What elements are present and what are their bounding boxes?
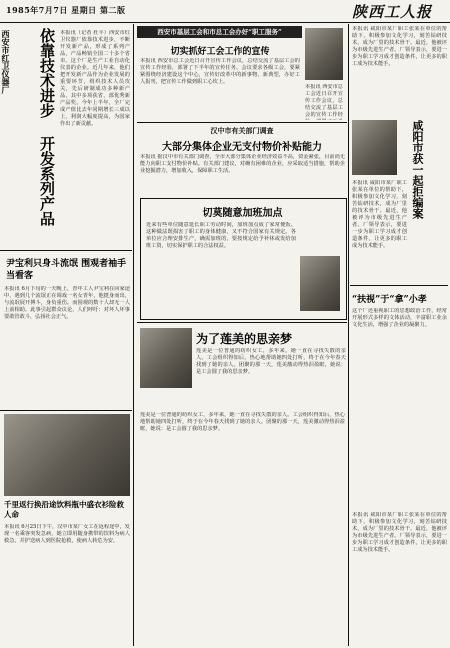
divider xyxy=(137,122,347,123)
mid-series: 汉中市有关部门调查 xyxy=(210,126,274,135)
right-body-bottom: 本报讯 咸阳市某厂职工张某在单位的帮助下，积极参加文化学习，刻苦钻研技术，成为厂里的技术骨干。最近，他被评为市级先进生产者。厂领导表示，要进一步为职工学习成才创造条件，让更多的职工成为技术能手。 xyxy=(352,512,447,553)
divider xyxy=(350,285,448,286)
mid-feature2-title: 为了莲美的思亲梦 xyxy=(196,332,293,346)
left-lower-body: 本报讯 6月下旬的一天晚上，青年工人尹宝利在回家途中，遇到几个流氓正在调戏一名女青年，他挺身而出，与流氓展开搏斗，身负重伤。而围观的数十人却无一人上前相助。此事引起群众议论，人们呼吁：对坏人坏事要敢管敢斗，弘扬社会正气。 xyxy=(4,286,130,320)
right-body-top: 本报讯 咸阳市某厂职工张某在单位的帮助下，积极参加文化学习，刻苦钻研技术，成为厂里的技术骨干。最近，他被评为市级先进生产者。厂领导表示，要进一步为职工学习成才创造条件，让更多的职工成为技术能手。 xyxy=(352,26,447,67)
right-body2: 这个厂还重视职工的思想政治工作，经常开展形式多样的文体活动，丰富职工业余文化生活，增强了企业的凝聚力。 xyxy=(352,308,447,328)
left-lower-body2: 本报讯 6月25日下午，汉中市某厂女工在返程途中，发现一名乘客突发急病，她立即用随身携带的饮料为病人救急，并护送病人到医院抢救，使病人转危为安。 xyxy=(4,524,130,544)
opinion-body: 近来有些单位随意延长职工劳动时间，加班加点成了家常便饭。这种做法既损害了职工的身体健康，又不符合国家有关规定。各单位应合理安排生产，确需加班的，要按规定给予补休或发给加班工资，切实保护职工的合法权益。 xyxy=(146,222,296,249)
divider xyxy=(137,322,347,323)
masthead-date: 1985年7月7日 星期日 第二版 xyxy=(6,5,126,15)
left-body: 本报讯（记者 杜平）西安市红卫仪器厂依靠技术进步，不断开发新产品，形成了系列产品，产品畅销全国二十多个省市。这个厂是生产工业自动化仪表的企业。近几年来，他们把开发新产品作为企业发展的重要环节，组织技术人员攻关，先后研制成功多种新产品，其中多项获省、部优秀新产品奖。今年上半年，全厂完成产值比去年同期增长三成以上，利润大幅度提高，为国家作出了新贡献。 xyxy=(60,30,130,127)
mid-feature-body-cont: 本报讯 西安市总工会近日召开宣传工作会议，总结交流了基层工会的宣传工作经 xyxy=(305,84,343,118)
mid-feature-body: 本报讯 西安市总工会近日召开宣传工作会议，总结交流了基层工会的宣传工作经验，部署了下半年的宣传任务。会议要求各级工会，要紧紧围绕经济建设这个中心，宣传好改革中的新事物、新典型，办好工人报刊，把宣传工作做到职工心坎上。 xyxy=(140,58,300,85)
divider xyxy=(0,250,132,251)
column-rule xyxy=(348,24,349,646)
right-headline: 咸阳市获一起拒编案 xyxy=(411,120,424,219)
left-headline: 依靠技术进步 开发系列产品 xyxy=(38,28,56,226)
feature-illustration xyxy=(140,328,192,388)
opinion-title: 切莫随意加班加点 xyxy=(202,208,283,219)
mid-headline2-body: 本报讯 据汉中市有关部门调查，全市大部分集体企业经济效益不高，资金紧张，目前尚无能力向职工支付物价补贴。有关部门建议，对确有困难的企业，应采取适当措施，帮助企业挖掘潜力，增加收入，保障职工生活。 xyxy=(140,154,345,174)
mid-feature2-body-cont: 莲美是一位普通的纺织女工，多年来，她一直在寻找失散的亲人。工会组织得知后，热心地帮助她四处打听，终于在今年春天找到了她的亲人。团聚的那一天，莲美激动得热泪盈眶，她说：是工会圆了我的思亲梦。 xyxy=(140,412,345,432)
portrait-photo xyxy=(305,28,343,80)
right-photo xyxy=(352,120,397,175)
left-kicker: 西安市红卫仪器厂 xyxy=(1,30,11,94)
mid-feature-title: 切实抓好工会工作的宣传 xyxy=(170,47,270,57)
mid-headline2: 大部分集体企业无支付物价补贴能力 xyxy=(162,142,322,153)
divider xyxy=(0,410,132,411)
left-lower-headline2: 千里返行换沿途饮料瓶中盛衣衫险救人命 xyxy=(4,500,124,519)
opinion-illustration xyxy=(300,256,340,311)
mid-banner: 西安市基层工会和市总工会办好“职工服务” xyxy=(137,26,302,38)
masthead-title: 陕西工人报 xyxy=(352,3,433,21)
news-photo xyxy=(4,414,130,496)
left-lower-headline: 尹宝利只身斗流氓 围观者袖手当看客 xyxy=(6,259,127,281)
right-body: 本报讯 咸阳市某厂职工张某在单位的帮助下，积极参加文化学习，刻苦钻研技术，成为厂里的技术骨干。最近，他被评为市级先进生产者。厂领导表示，要进一步为职工学习成才创造条件，让更多的职工成为技术能手。 xyxy=(352,180,407,249)
right-byline: “扶视”于“拿”小孝 xyxy=(352,295,427,305)
column-rule xyxy=(133,24,134,646)
mid-feature2-body: 莲美是一位普通的纺织女工，多年来，她一直在寻找失散的亲人。工会组织得知后，热心地帮助她四处打听，终于在今年春天找到了她的亲人。团聚的那一天，莲美激动得热泪盈眶，她说：是工会圆了我的思亲梦。 xyxy=(196,348,346,375)
